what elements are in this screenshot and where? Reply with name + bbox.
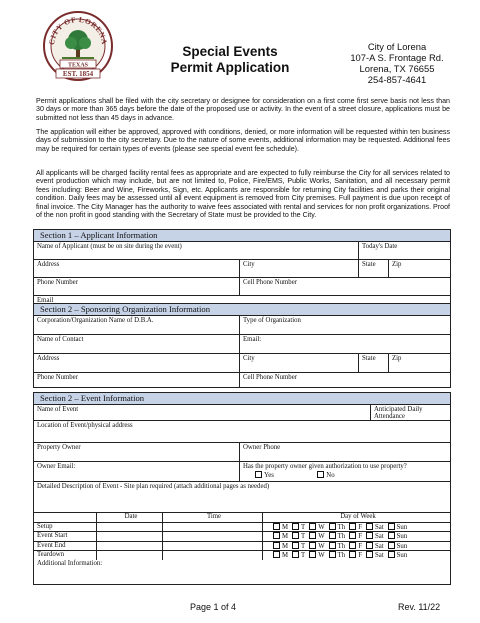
- day-option: [309, 542, 324, 552]
- authorization-question: Has the property owner given authorization to use property?: [243, 463, 407, 470]
- day-label: Th: [337, 542, 346, 550]
- day-label: Sun: [396, 542, 408, 550]
- day-checkbox[interactable]: [273, 551, 280, 558]
- org-address-field[interactable]: Address: [37, 355, 60, 362]
- day-label: F: [358, 533, 362, 541]
- schedule-row: [34, 532, 450, 542]
- address-line2: 107-A S. Frontage Rd.: [350, 52, 444, 63]
- property-owner-field[interactable]: Property Owner: [37, 444, 81, 451]
- day-label: Sat: [374, 533, 384, 541]
- section-heading: Section 2 – Event Information: [34, 393, 450, 405]
- day-checkbox[interactable]: [388, 542, 395, 549]
- schedule-row: [34, 551, 450, 560]
- day-checkbox[interactable]: [329, 523, 336, 530]
- day-checkbox[interactable]: [349, 523, 356, 530]
- day-label: Sun: [396, 533, 408, 541]
- schedule-row-label: Setup: [37, 522, 53, 530]
- day-label: F: [358, 542, 362, 550]
- day-checkbox[interactable]: [366, 542, 373, 549]
- intro-paragraph-fees: All applicants will be charged facility rental fees as appropriate and are expected to fully reimburse the City for all services related to event production which may include, but are not limited to, Police, Fire/EMS, Public Works, Sanitation, and all necessary permit fees including: Beer and Wine, Fireworks, Sign, etc. Applicants are responsible for returning City facilities and parks their original condition. Daily fees may be assessed until all event equipment is removed from City premises. Full payment is due upon receipt of final invoice. The City Manager has the authority to waive fees associated with rental and services for non profit organizations. Proof of the non profit in good standing with the Secretary of State must be provided to the City.: [36, 169, 450, 220]
- title-line2: Permit Application: [170, 60, 290, 75]
- day-label: T: [301, 533, 306, 541]
- schedule-row: [34, 542, 450, 552]
- day-checkbox[interactable]: [273, 532, 280, 539]
- day-label: Th: [337, 523, 346, 531]
- day-checkbox[interactable]: [292, 532, 299, 539]
- schedule-date-field[interactable]: [96, 542, 162, 551]
- applicant-cell-field[interactable]: Cell Phone Number: [239, 278, 450, 295]
- todays-date-field[interactable]: Today's Date: [358, 242, 450, 259]
- day-checkbox[interactable]: [366, 551, 373, 558]
- owner-phone-field[interactable]: Owner Phone: [239, 443, 450, 461]
- event-name-field[interactable]: Name of Event: [37, 406, 79, 413]
- owner-email-field[interactable]: Owner Email:: [37, 463, 76, 470]
- day-checkbox[interactable]: [273, 523, 280, 530]
- day-checkbox[interactable]: [366, 532, 373, 539]
- applicant-phone-field[interactable]: Phone Number: [37, 279, 78, 286]
- day-option: [273, 542, 288, 552]
- day-option: [388, 542, 408, 552]
- no-label: No: [326, 472, 335, 479]
- org-city-field[interactable]: City: [239, 354, 358, 372]
- applicant-address-field[interactable]: Address: [37, 261, 60, 268]
- day-option: [349, 532, 362, 542]
- day-label: T: [301, 542, 306, 550]
- org-name-field[interactable]: Corporation/Organization Name of D.B.A.: [37, 317, 154, 324]
- day-label: W: [318, 552, 325, 560]
- event-description-field[interactable]: Detailed Description of Event - Site plan required (attach additional pages as needed): [37, 483, 270, 490]
- section-applicant: [33, 229, 451, 311]
- schedule-time-field[interactable]: [162, 542, 262, 551]
- applicant-email-field[interactable]: Email: [37, 297, 54, 304]
- owner-authorization: [239, 462, 450, 481]
- day-option: [309, 532, 324, 542]
- day-checkbox[interactable]: [292, 523, 299, 530]
- day-label: M: [282, 552, 289, 560]
- section-event: [33, 392, 451, 513]
- day-checkbox[interactable]: [292, 551, 299, 558]
- applicant-city-field[interactable]: City: [239, 260, 358, 277]
- date-column-header: Date: [96, 513, 162, 522]
- day-checkbox[interactable]: [329, 542, 336, 549]
- org-phone-field[interactable]: Phone Number: [37, 374, 78, 381]
- schedule-row: [34, 523, 450, 533]
- applicant-state-field[interactable]: State: [358, 260, 388, 277]
- contact-name-field[interactable]: Name of Contact: [37, 336, 84, 343]
- event-schedule-table: [33, 512, 451, 585]
- yes-checkbox[interactable]: [255, 471, 262, 478]
- day-option: [292, 532, 305, 542]
- day-checkboxes: [262, 532, 450, 541]
- day-option: [292, 523, 305, 533]
- day-checkbox[interactable]: [388, 532, 395, 539]
- day-checkbox[interactable]: [388, 551, 395, 558]
- day-label: Sun: [396, 523, 408, 531]
- day-label: Th: [337, 552, 346, 560]
- day-checkboxes: [262, 551, 450, 560]
- day-label: Sat: [374, 542, 384, 550]
- day-option: [349, 542, 362, 552]
- org-zip-field[interactable]: Zip: [388, 354, 450, 372]
- org-cell-field[interactable]: Cell Phone Number: [239, 373, 450, 387]
- day-checkbox[interactable]: [366, 523, 373, 530]
- section-heading: Section 2 – Sponsoring Organization Information: [34, 304, 450, 316]
- schedule-date-field[interactable]: [96, 532, 162, 541]
- day-option: [292, 542, 305, 552]
- day-label: T: [301, 552, 306, 560]
- yes-label: Yes: [264, 472, 274, 479]
- schedule-row-label: Teardown: [37, 551, 65, 559]
- schedule-time-field[interactable]: [162, 551, 262, 560]
- day-checkbox[interactable]: [309, 523, 316, 530]
- day-of-week-column-header: Day of Week: [262, 513, 450, 522]
- day-option: [273, 532, 288, 542]
- org-state-field[interactable]: State: [358, 354, 388, 372]
- day-label: W: [318, 542, 325, 550]
- day-option: [329, 542, 346, 552]
- day-checkbox[interactable]: [388, 523, 395, 530]
- day-label: W: [318, 523, 325, 531]
- event-location-field[interactable]: Location of Event/physical address: [37, 422, 133, 429]
- section-heading: Section 1 – Applicant Information: [34, 230, 450, 242]
- day-label: F: [358, 552, 362, 560]
- day-checkbox[interactable]: [309, 532, 316, 539]
- day-label: M: [282, 542, 289, 550]
- time-column-header: Time: [162, 513, 262, 522]
- day-checkbox[interactable]: [309, 542, 316, 549]
- address-line4: 254-857-4641: [367, 74, 427, 85]
- day-option: [388, 532, 408, 542]
- day-checkbox[interactable]: [309, 551, 316, 558]
- day-label: M: [282, 533, 289, 541]
- applicant-name-field[interactable]: Name of Applicant (must be on site during the event): [37, 243, 182, 250]
- address-line3: Lorena, TX 76655: [359, 63, 435, 74]
- day-label: F: [358, 523, 362, 531]
- additional-information-field[interactable]: Additional Information:: [37, 559, 103, 567]
- day-checkbox[interactable]: [292, 542, 299, 549]
- day-option: [273, 523, 288, 533]
- revision-date: Rev. 11/22: [398, 602, 441, 612]
- org-email-field[interactable]: Email:: [239, 335, 450, 353]
- org-type-field[interactable]: Type of Organization: [239, 316, 450, 334]
- day-checkbox[interactable]: [349, 542, 356, 549]
- schedule-time-field[interactable]: [162, 532, 262, 541]
- day-option: [309, 523, 324, 533]
- day-checkbox[interactable]: [349, 532, 356, 539]
- day-checkbox[interactable]: [329, 551, 336, 558]
- day-label: T: [301, 523, 306, 531]
- day-option: [366, 532, 384, 542]
- day-label: Th: [337, 533, 346, 541]
- day-checkbox[interactable]: [273, 542, 280, 549]
- city-address: [322, 41, 472, 85]
- schedule-row-label: Event Start: [37, 532, 68, 540]
- day-option: [329, 523, 346, 533]
- page-number: Page 1 of 4: [190, 602, 237, 612]
- day-option: [329, 532, 346, 542]
- attendance-field[interactable]: Anticipated Daily Attendance: [370, 405, 450, 420]
- day-checkboxes: [262, 542, 450, 551]
- day-label: Sun: [396, 552, 408, 560]
- day-option: [366, 523, 384, 533]
- intro-paragraph-filing: Permit applications shall be filed with the city secretary or designee for consideration on a first come first serve basis not less than 30 days or more than 365 days before the date of the proposed use or activity. In the event of a street closure, applications must be submitted not less than 45 days in advance.: [36, 97, 450, 122]
- day-option: [366, 542, 384, 552]
- intro-paragraph-approval: The application will either be approved, approved with conditions, denied, or more information will be requested within ten business days of submission to the city secretary. Due to the nature of some events, additional information may be requested. Additional fees may be required for certain types of events (please see special event fee schedule).: [36, 128, 450, 153]
- day-label: Sat: [374, 552, 384, 560]
- day-option: [349, 523, 362, 533]
- schedule-date-field[interactable]: [96, 551, 162, 560]
- section-organization: [33, 303, 451, 388]
- applicant-zip-field[interactable]: Zip: [388, 260, 450, 277]
- day-label: M: [282, 523, 289, 531]
- city-seal: [42, 10, 114, 82]
- seal-bottom-text: EST. 1854: [62, 70, 94, 78]
- day-checkbox[interactable]: [349, 551, 356, 558]
- day-label: Sat: [374, 523, 384, 531]
- title-line1: Special Events: [182, 44, 278, 59]
- schedule-row-label: Event End: [37, 541, 66, 549]
- day-option: [388, 523, 408, 533]
- no-checkbox[interactable]: [317, 471, 324, 478]
- day-label: W: [318, 533, 325, 541]
- address-line1: City of Lorena: [367, 41, 427, 52]
- schedule-header-row: [34, 513, 450, 523]
- day-checkboxes: [262, 523, 450, 532]
- seal-middle-text: TEXAS: [67, 62, 89, 69]
- day-checkbox[interactable]: [329, 532, 336, 539]
- schedule-date-field[interactable]: [96, 523, 162, 532]
- seal-top-text: CITY OF LORENA: [46, 14, 110, 46]
- schedule-time-field[interactable]: [162, 523, 262, 532]
- page-title: [160, 44, 300, 76]
